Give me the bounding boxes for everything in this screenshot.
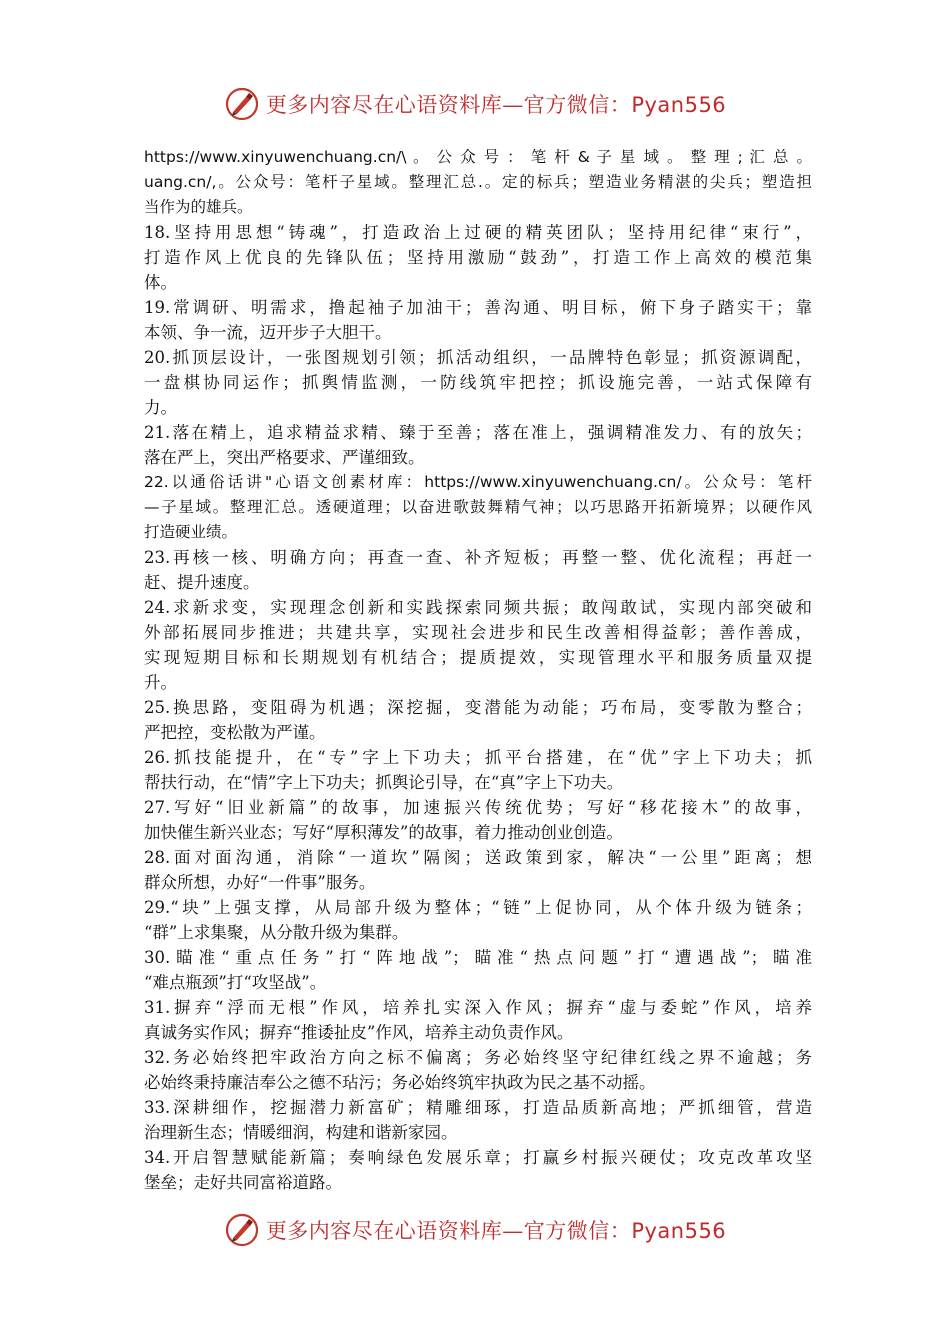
text-line: 21.落在精上，追求精益求精、臻于至善；落在准上，强调精准发力、有的放矢； <box>144 423 812 442</box>
text-line: 26.抓技能提升，在“专”字上下功夫；抓平台搭建，在“优”字上下功夫；抓 <box>144 748 812 767</box>
footer-banner <box>0 1210 950 1250</box>
text-line: 加快催生新兴业态；写好“厚积薄发”的故事，着力推动创业创造。 <box>144 823 623 842</box>
text-line: 30.瞄准“重点任务”打“阵地战”；瞄准“热点问题”打“遭遇战”；瞄准 <box>144 948 812 967</box>
text-line: 25.换思路，变阻碍为机遇；深挖掘，变潜能为动能；巧布局，变零散为整合； <box>144 698 812 717</box>
wechat-id: Pyan556 <box>631 1219 727 1243</box>
banner-label: 更多内容尽在心语资料库—官方微信： <box>265 93 632 117</box>
text-line: 24.求新求变，实现理念创新和实践探索同频共振；敢闯敢试，实现内部突破和 <box>144 598 812 617</box>
text-line: “群”上求集聚，从分散升级为集群。 <box>144 923 409 942</box>
text-line: 22.以通俗话讲"心语文创素材库：https://www.xinyuwenchuang.cn/。公众号：笔杆 <box>144 473 812 491</box>
text-line: 28.面对面沟通，消除“一道坎”隔阂；送政策到家，解决“一公里”距离；想 <box>144 848 812 867</box>
text-line: 32.务必始终把牢政治方向之标不偏离；务必始终坚守纪律红线之界不逾越；务 <box>144 1048 812 1067</box>
text-line: 31.摒弃“浮而无根”作风，培养扎实深入作风；摒弃“虚与委蛇”作风，培养 <box>144 998 812 1017</box>
text-line: uang.cn/,。公众号：笔杆子星域。整理汇总.。定的标兵；塑造业务精湛的尖兵；塑造担 <box>144 173 812 191</box>
text-line: 群众所想，办好“一件事”服务。 <box>144 873 376 892</box>
text-line: 当作为的雄兵。 <box>144 198 253 216</box>
wechat-id: Pyan556 <box>631 93 727 117</box>
text-line: 真诚务实作风；摒弃“推诿扯皮”作风，培养主动负责作风。 <box>144 1023 574 1042</box>
text-line: 20.抓顶层设计，一张图规划引领；抓活动组织，一品牌特色彰显；抓资源调配， <box>144 348 812 367</box>
text-line: 赶、提升速度。 <box>144 573 260 592</box>
text-line: 29.“块”上强支撑，从局部升级为整体；“链”上促协同，从个体升级为链条； <box>144 898 812 917</box>
document-body <box>144 145 812 1195</box>
text-line: https://www.xinyuwenchuang.cn/\ 。 公 众 号 ： 笔 杆 & 子 星 域 。 整 理 ; 汇 总 。 <box>144 148 812 166</box>
text-line: 打造作风上优良的先锋队伍；坚持用激励“鼓劲”，打造工作上高效的模范集 <box>144 248 812 267</box>
pen-logo-icon <box>224 1212 260 1248</box>
banner-label: 更多内容尽在心语资料库—官方微信： <box>265 1219 632 1243</box>
text-line: 治理新生态；情暖细润，构建和谐新家园。 <box>144 1123 458 1142</box>
text-line: 23.再核一核、明确方向；再查一查、补齐短板；再整一整、优化流程；再赶一 <box>144 548 812 567</box>
text-line: 外部拓展同步推进；共建共享，实现社会进步和民生改善相得益彰；善作善成， <box>144 623 812 642</box>
text-line: “难点瓶颈”打“攻坚战”。 <box>144 973 327 992</box>
text-line: 落在严上，突出严格要求、严谨细致。 <box>144 448 425 467</box>
text-line: 升。 <box>144 673 177 692</box>
text-line: 一盘棋协同运作；抓舆情监测，一防线筑牢把控；抓设施完善，一站式保障有 <box>144 373 812 392</box>
text-line: 必始终秉持廉洁奉公之德不玷污；务必始终筑牢执政为民之基不动摇。 <box>144 1073 656 1092</box>
text-line: 体。 <box>144 273 177 292</box>
text-line: 力。 <box>144 398 177 417</box>
banner-text <box>266 1215 726 1245</box>
text-line: 27.写好“旧业新篇”的故事，加速振兴传统优势；写好“移花接木”的故事， <box>144 798 812 817</box>
text-line: 本领、争一流，迈开步子大胆干。 <box>144 323 392 342</box>
text-line: 堡垒；走好共同富裕道路。 <box>144 1173 342 1192</box>
banner-text <box>266 89 726 119</box>
text-line: 实现短期目标和长期规划有机结合；提质提效，实现管理水平和服务质量双提 <box>144 648 812 667</box>
text-line: 18.坚持用思想“铸魂”，打造政治上过硬的精英团队；坚持用纪律“束行”， <box>144 223 812 242</box>
header-banner <box>0 84 950 124</box>
text-line: 打造硬业绩。 <box>144 523 238 541</box>
text-line: —子星域。整理汇总。透硬道理；以奋进歌鼓舞精气神；以巧思路开拓新境界；以硬作风 <box>144 498 812 516</box>
text-line: 34.开启智慧赋能新篇；奏响绿色发展乐章；打赢乡村振兴硬仗；攻克改革攻坚 <box>144 1148 812 1167</box>
text-line: 帮扶行动，在“情”字上下功夫；抓舆论引导，在“真”字上下功夫。 <box>144 773 624 792</box>
pen-logo-icon <box>224 86 260 122</box>
text-line: 33.深耕细作，挖掘潜力新富矿；精雕细琢，打造品质新高地；严抓细管，营造 <box>144 1098 812 1117</box>
text-line: 19.常调研、明需求，撸起袖子加油干；善沟通、明目标，俯下身子踏实干；靠 <box>144 298 812 317</box>
text-line: 严把控，变松散为严谨。 <box>144 723 326 742</box>
